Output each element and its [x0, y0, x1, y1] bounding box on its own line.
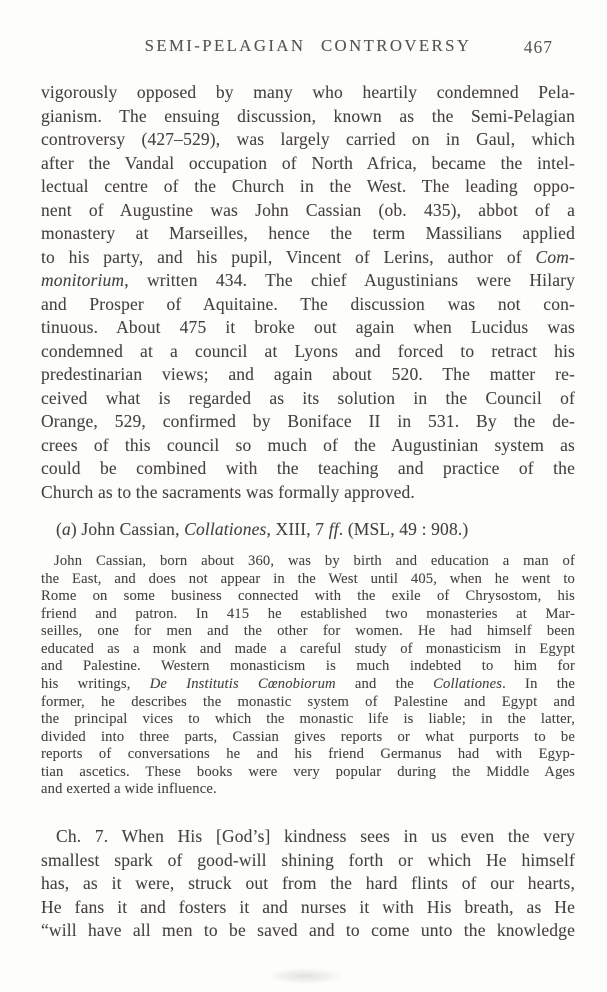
text-line: monitorium, written 434. The chief Augustinians were Hilary [41, 270, 575, 290]
text-line: monastery at Marseilles, hence the term Massilians applied [41, 223, 575, 243]
text-line: controversy (427–529), was largely carried on in Gaul, which [41, 129, 575, 149]
text-line: ceived what is regarded as its solution in the Council of [41, 387, 575, 408]
text-line: crees of this council so much of the Augustinian system as [41, 434, 575, 455]
source-heading [41, 517, 575, 541]
page-number: 467 [523, 37, 553, 57]
text-line: educated as a monk and made a careful study of monasticism in Egypt [41, 640, 575, 657]
text-line: nent of Augustine was John Cassian (ob. 435), abbot of a [41, 199, 575, 220]
text-line: tinuous. About 475 it broke out again when Lucidus was [41, 317, 575, 337]
text-line: and Palestine. Western monasticism is much indebted to him for [41, 658, 575, 675]
text-line: gianism. The ensuing discussion, known as the Semi-Pelagian [41, 105, 575, 126]
text-line: condemned at a council at Lyons and forced to retract his [41, 340, 575, 361]
text-line: Orange, 529, confirmed by Boniface II in 531. By the de- [41, 411, 575, 431]
text-line: and exerted a wide influence. [41, 781, 217, 798]
text-line: Church as to the sacraments was formally approved. [41, 481, 415, 502]
text-line: friend and patron. In 415 he established two monasteries at Mar- [41, 605, 575, 622]
excerpt-paragraph [41, 825, 575, 943]
text-line: Ch. 7. When His [God’s] kindness sees in us even the very [56, 826, 575, 846]
text-line: has, as it were, struck out from the hard flints of our hearts, [41, 873, 575, 893]
text-line: predestinarian views; and again about 520. The matter re- [41, 364, 575, 384]
text-line: the East, and does not appear in the West until 405, when he went to [41, 570, 575, 587]
running-header [41, 36, 575, 62]
text-line: lectual centre of the Church in the West. The leading oppo- [41, 176, 575, 196]
text-line: after the Vandal occupation of North Africa, became the intel- [41, 152, 575, 173]
text-line: reports of conversations he and his friend Germanus had with Egyp- [41, 746, 575, 763]
text-line: vigorously opposed by many who heartily condemned Pela- [41, 82, 575, 102]
text-line: seilles, one for men and the other for women. He had himself been [41, 623, 575, 640]
text-line: his writings, De Institutis Cœnobiorum and the Collationes. In the [41, 675, 575, 692]
page-title: SEMI-PELAGIAN CONTROVERSY [144, 36, 472, 55]
text-line: smallest spark of good-will shining forth or which He himself [41, 849, 575, 870]
text-line: Rome on some business connected with the exile of Chrysostom, his [41, 588, 575, 605]
text-line: tian ascetics. These books were very popular during the Middle Ages [41, 763, 575, 780]
text-line: to his party, and his pupil, Vincent of Lerins, author of Com- [41, 246, 575, 267]
text-line: divided into three parts, Cassian gives reports or what purports to be [41, 728, 575, 745]
paragraph-intro [41, 81, 575, 504]
text-line: the principal vices to which the monastic life is liable; in the latter, [41, 711, 575, 728]
scan-smudge [268, 968, 342, 984]
text-line: and Prosper of Aquitaine. The discussion was not con- [41, 293, 575, 314]
editorial-note [41, 553, 575, 799]
text-line: He fans it and fosters it and nurses it with His breath, as He [41, 896, 575, 917]
text-line: (a) John Cassian, Collationes, XIII, 7 ff. (MSL, 49 : 908.) [56, 519, 469, 539]
text-line: could be combined with the teaching and practice of the [41, 458, 575, 478]
text-line: former, he describes the monastic system of Palestine and Egypt and [41, 693, 575, 710]
text-line: John Cassian, born about 360, was by birth and education a man of [54, 553, 575, 569]
text-line: “will have all men to be saved and to come unto the knowledge [41, 920, 575, 940]
